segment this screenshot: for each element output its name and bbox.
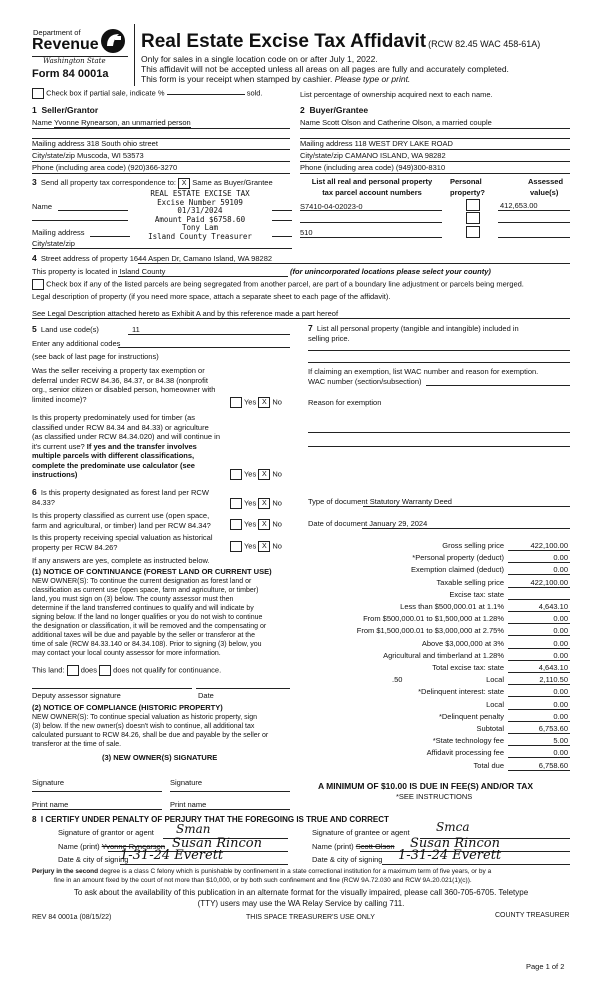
calc-label: From $1,500,000.01 to $3,000,000 at 2.75% xyxy=(356,626,504,636)
calc-value[interactable]: 0.00 xyxy=(553,748,568,758)
calc-underline xyxy=(508,587,570,588)
calc-value[interactable]: 0.00 xyxy=(553,638,568,648)
revenue-logo-icon xyxy=(99,26,127,56)
calc-value[interactable]: 0.00 xyxy=(553,711,568,721)
calc-value[interactable]: 6,753.60 xyxy=(538,724,568,733)
calc-value[interactable]: 0.00 xyxy=(553,626,568,636)
calc-label: Total excise tax: state xyxy=(432,663,504,672)
seller-agent-name[interactable]: Susan Rincon xyxy=(172,836,263,851)
calc-label: *State technology fee xyxy=(432,736,504,746)
assessed-value-1[interactable]: 412,653.00 xyxy=(500,201,538,210)
calc-label: *Delinquent interest: state xyxy=(418,687,504,697)
calc-underline xyxy=(508,709,570,710)
calc-underline xyxy=(508,574,570,575)
calc-underline xyxy=(508,684,570,685)
buyer-city[interactable]: CAMANO ISLAND, WA 98282 xyxy=(345,151,446,160)
legal-description[interactable]: See Legal Description attached hereto as Exhibit A and by this reference made a part hereof xyxy=(32,309,339,318)
exemption-no-checkbox[interactable]: X xyxy=(258,397,270,408)
segregated-checkbox[interactable] xyxy=(32,279,44,290)
calc-label: From $500,000.01 to $1,500,000 at 1.28% xyxy=(363,614,504,624)
calc-underline xyxy=(508,721,570,722)
land-use-code[interactable]: 11 xyxy=(132,325,140,334)
calc-value[interactable]: 422,100.00 xyxy=(530,577,568,587)
property-address[interactable]: 1644 Aspen Dr, Camano Island, WA 98282 xyxy=(129,254,273,263)
same-as-buyer-checkbox[interactable]: X xyxy=(178,178,190,189)
current-use-yes-no: Yes X No xyxy=(230,519,282,530)
calc-label: Less than $500,000.01 at 1.1% xyxy=(400,602,504,611)
calc-label: Exemption claimed (deduct) xyxy=(411,565,504,575)
calc-value[interactable]: 6,758.60 xyxy=(538,760,568,770)
calc-underline xyxy=(508,733,570,734)
partial-sale-checkbox[interactable] xyxy=(32,88,44,99)
calc-label: Excise tax: state xyxy=(449,589,504,599)
calc-underline xyxy=(508,550,570,551)
historic-yes-checkbox[interactable] xyxy=(230,541,242,552)
calc-label: *Delinquent penalty xyxy=(438,711,504,721)
personal-property-checkbox-3[interactable] xyxy=(466,226,480,238)
calc-label: Agricultural and timberland at 1.28% xyxy=(383,650,504,660)
calc-underline xyxy=(508,660,570,661)
buyer-name[interactable]: Scott Olson and Catherine Olson, a married couple xyxy=(322,118,492,127)
calc-underline xyxy=(508,611,570,612)
timber-yes-checkbox[interactable] xyxy=(230,469,242,480)
document-type[interactable]: Statutory Warranty Deed xyxy=(369,497,452,506)
partial-sale: Check box if partial sale, indicate % sold. xyxy=(32,88,263,99)
calc-value[interactable]: 0.00 xyxy=(553,699,568,709)
forest-yes-checkbox[interactable] xyxy=(230,498,242,509)
seller-name[interactable]: Yvonne Rynearson, an unmarried person xyxy=(53,118,191,127)
calc-value[interactable]: 422,100.00 xyxy=(530,541,568,550)
exemption-yes-no: Yes X No xyxy=(230,397,282,408)
calc-label: *Personal property (deduct) xyxy=(412,553,504,563)
calc-value[interactable]: 5.00 xyxy=(553,736,568,746)
calc-underline xyxy=(508,745,570,746)
calc-underline xyxy=(508,635,570,636)
calc-value[interactable]: 4,643.10 xyxy=(538,663,568,672)
parcel-number-1[interactable]: S7410-04-02023-0 xyxy=(300,202,363,211)
calc-label: Subtotal xyxy=(476,724,504,733)
calc-underline xyxy=(508,696,570,697)
calc-underline xyxy=(508,770,570,771)
form-number: Form 84 0001a xyxy=(32,68,109,80)
calc-underline xyxy=(508,757,570,758)
calc-value[interactable]: 0.00 xyxy=(553,650,568,660)
calc-value[interactable]: 2,110.50 xyxy=(539,675,568,685)
calc-value[interactable]: 0.00 xyxy=(553,614,568,624)
calc-value[interactable]: 0.00 xyxy=(553,553,568,563)
calc-value[interactable]: 0.00 xyxy=(553,565,568,575)
exemption-yes-checkbox[interactable] xyxy=(230,397,242,408)
personal-property-checkbox-1[interactable] xyxy=(466,199,480,211)
calc-label: Above $3,000,000 at 3% xyxy=(421,638,504,648)
calc-underline xyxy=(508,599,570,600)
calc-underline xyxy=(508,672,570,673)
page-title: Real Estate Excise Tax Affidavit (RCW 82.45 WAC 458-61A) xyxy=(141,31,541,52)
calc-label: Affidavit processing fee xyxy=(426,748,504,758)
current-use-yes-checkbox[interactable] xyxy=(230,519,242,530)
buyer-mailing-address[interactable]: 118 WEST DRY LAKE ROAD xyxy=(354,139,453,148)
county-select[interactable]: Island County xyxy=(119,267,166,276)
calc-label: Taxable selling price xyxy=(436,577,504,587)
seller-signature[interactable]: Sman xyxy=(176,822,211,836)
calc-value[interactable]: 0.00 xyxy=(553,687,568,697)
local-rate: .50 xyxy=(392,675,403,685)
calc-underline xyxy=(508,623,570,624)
seller-phone[interactable]: (920)366-3270 xyxy=(127,163,178,172)
buyer-agent-name[interactable]: Susan Rincon xyxy=(410,836,501,851)
calc-label: Gross selling price xyxy=(442,541,504,550)
calc-label: Local xyxy=(486,675,504,685)
seller-date-city[interactable]: 1-31-24 Everett xyxy=(120,848,224,863)
seller-mailing-address[interactable]: 318 South ohio street xyxy=(86,139,158,148)
treasurer-stamp: REAL ESTATE EXCISE TAX Excise Number 59109 01/31/2024 Amount Paid $6758.60 Tony Lam Island County Treasurer xyxy=(148,189,252,241)
calc-label: Total due xyxy=(473,760,504,770)
land-does-not-checkbox[interactable] xyxy=(99,665,111,676)
buyer-date-city[interactable]: 1-31-24 Everett xyxy=(398,848,502,863)
seller-city[interactable]: Muscoda, WI 53573 xyxy=(77,151,144,160)
forest-no-checkbox[interactable]: X xyxy=(258,498,270,509)
document-date[interactable]: January 29, 2024 xyxy=(369,519,428,528)
timber-yes-no: Yes X No xyxy=(230,469,282,480)
land-does-checkbox[interactable] xyxy=(67,665,79,676)
current-use-no-checkbox[interactable]: X xyxy=(258,519,270,530)
calc-value[interactable]: 4,643.10 xyxy=(538,602,568,611)
calc-label: Local xyxy=(486,699,504,709)
buyer-phone[interactable]: (949)300-8310 xyxy=(395,163,446,172)
historic-yes-no: Yes X No xyxy=(230,541,282,552)
calc-underline xyxy=(508,648,570,649)
buyer-signature[interactable]: Smca xyxy=(436,820,470,834)
timber-no-checkbox[interactable]: X xyxy=(258,469,270,480)
historic-no-checkbox[interactable]: X xyxy=(258,541,270,552)
forest-yes-no: Yes X No xyxy=(230,498,282,509)
calc-underline xyxy=(508,562,570,563)
parcel-number-2[interactable]: 510 xyxy=(300,228,313,237)
personal-property-checkbox-2[interactable] xyxy=(466,212,480,224)
